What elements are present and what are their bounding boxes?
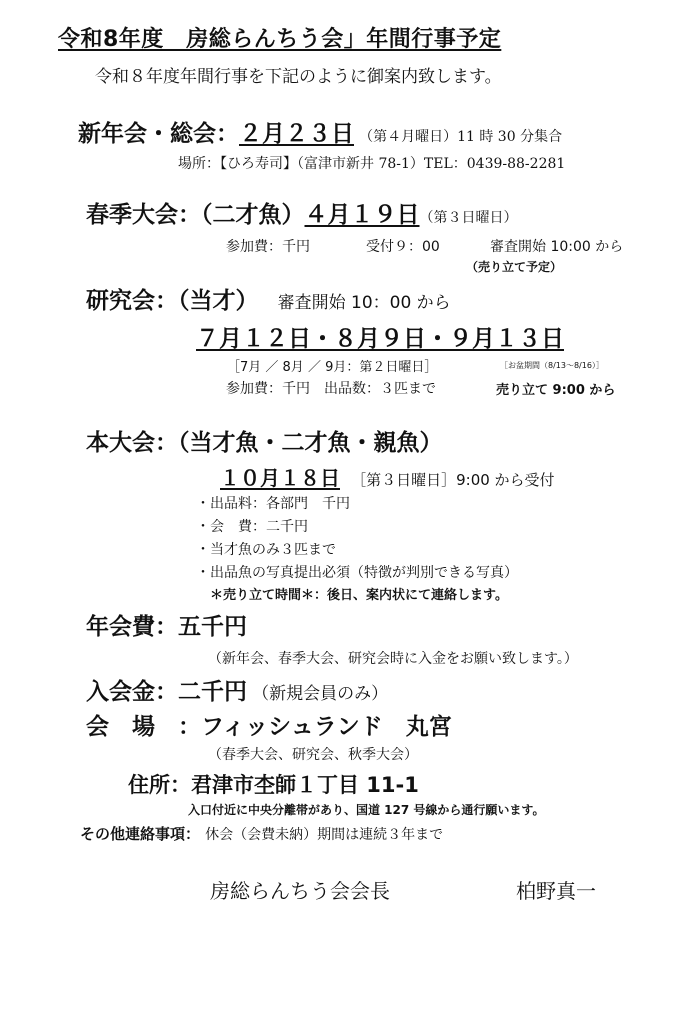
hontaikai-item: ・当才魚のみ３匹まで [196, 542, 336, 558]
jusho-label: 住所：君津市杢師１丁目 11-1 [128, 773, 419, 797]
nenkaihi-note: （新年会、春季大会、研究会時に入金をお願い致します。） [208, 651, 578, 667]
other-text: 休会（会費未納）期間は連続３年まで [205, 827, 444, 843]
kenkyu-dates: ７月１２日・８月９日・９月１３日 [196, 326, 564, 352]
hontaikai-date: １０月１８日 [220, 466, 340, 490]
shinnenkai-place: 場所：【ひろ寿司】（富津市新井 78-1）TEL：0439-88-2281 [178, 156, 566, 172]
hontaikai-label: 本大会：（当才魚・二才魚・親魚） [86, 430, 443, 456]
kaijo-label: 会 場 ：フィッシュランド 丸宮 [86, 714, 452, 740]
shunki-reception: 受付９：00 [366, 239, 440, 255]
shunki-sale: （売り立て予定） [466, 260, 563, 274]
shinnenkai-detail: （第４月曜日）11 時 30 分集合 [359, 129, 563, 145]
shinnenkai-date: ２月２３日 [239, 121, 354, 147]
kenkyu-sale: 売り立て 9:00 から [496, 383, 616, 398]
hontaikai-item: ・出品魚の写真提出必須（特徴が判別できる写真） [196, 565, 518, 581]
kaijo-note: （春季大会、研究会、秋季大会） [208, 747, 418, 763]
jusho-note: 入口付近に中央分離帯があり、国道 127 号線から通行願います。 [188, 803, 545, 817]
nyukaikin-row [86, 673, 388, 706]
nyukaikin-note: （新規会員のみ） [252, 684, 389, 704]
kenkyu-bon: ［お盆期間（8/13～8/16）］ [500, 361, 604, 370]
shunki-label: 春季大会：（二才魚） [86, 202, 305, 228]
hontaikai-item: ・会 費：二千円 [196, 519, 308, 535]
other-label: その他連絡事項： [80, 825, 201, 843]
other-row [80, 823, 443, 844]
nyukaikin-label: 入会金：二千円 [86, 679, 247, 705]
signature-name: 柏野真一 [516, 879, 596, 903]
shinnenkai-row [78, 115, 562, 148]
kenkyu-bracket: ［7月 ／ 8月 ／ 9月：第２日曜日］ [227, 360, 438, 375]
hontaikai-detail: ［第３日曜日］9:00 から受付 [351, 471, 555, 489]
kenkyu-fee: 参加費：千円 出品数：３匹まで [226, 381, 436, 397]
shunki-detail: （第３日曜日） [419, 210, 518, 226]
hontaikai-sale-note: ＊売り立て時間＊：後日、案内状にて連絡します。 [210, 588, 508, 603]
shunki-row [86, 196, 518, 229]
kenkyu-label: 研究会：（当才） [86, 288, 259, 314]
document-title: 令和8年度 房総らんちう会」年間行事予定 [58, 27, 502, 52]
nenkaihi-label: 年会費：五千円 [86, 614, 247, 640]
hontaikai-date-row [220, 462, 555, 491]
kenkyu-start: 審査開始 10：00 から [277, 293, 451, 313]
shunki-judging: 審査開始 10:00 から [490, 239, 624, 255]
kenkyu-row [86, 282, 451, 315]
shunki-fee: 参加費：千円 [226, 239, 310, 255]
signature-title: 房総らんちう会会長 [210, 879, 390, 903]
intro-text: 令和８年度年間行事を下記のように御案内致します。 [95, 67, 502, 87]
shinnenkai-label: 新年会・総会： [78, 121, 239, 147]
hontaikai-item: ・出品料：各部門 千円 [196, 496, 350, 512]
shunki-date: ４月１９日 [304, 202, 420, 228]
